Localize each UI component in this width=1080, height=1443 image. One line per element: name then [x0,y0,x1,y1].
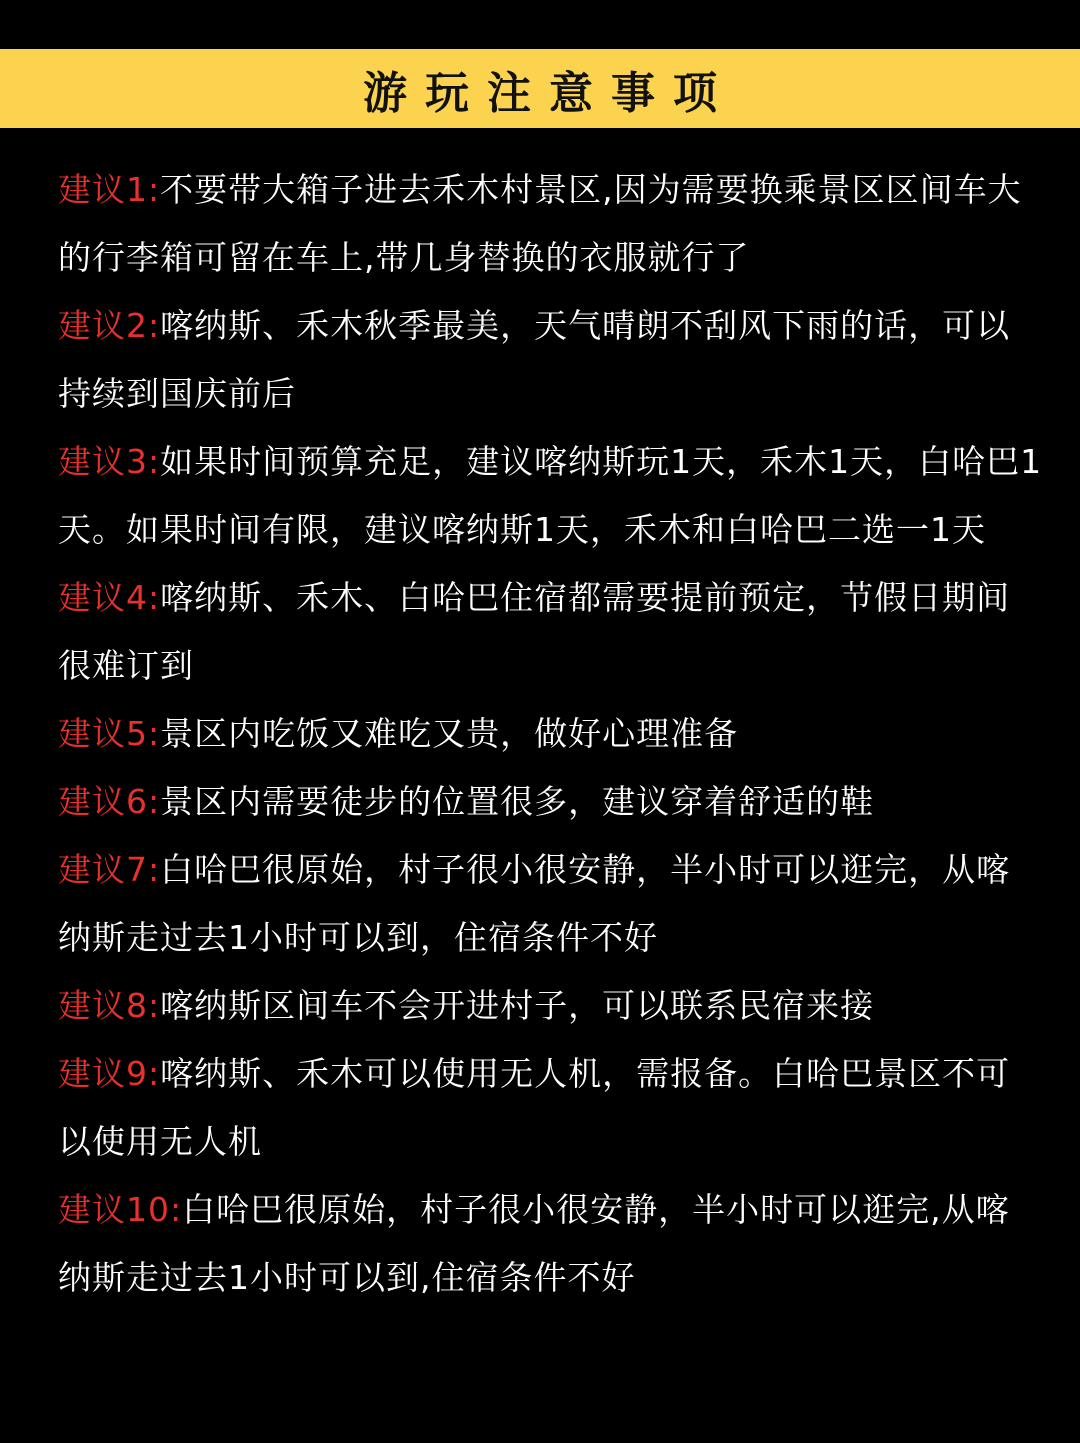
tip-item-4 [58,564,1043,700]
tip-text: 白哈巴很原始，村子很小很安静，半小时可以逛完，从喀纳斯走过去1小时可以到，住宿条件不好 [58,850,1011,957]
tip-text: 喀纳斯、禾木秋季最美，天气晴朗不刮风下雨的话，可以持续到国庆前后 [58,306,1011,413]
tips-list [58,156,1043,1312]
tip-item-2 [58,292,1043,428]
tip-item-8 [58,972,1043,1040]
tip-text: 白哈巴很原始，村子很小很安静，半小时可以逛完,从喀纳斯走过去1小时可以到,住宿条件不好 [58,1190,1010,1297]
title-banner [0,49,1080,128]
tip-item-3 [58,428,1043,564]
tip-text: 景区内需要徒步的位置很多，建议穿着舒适的鞋 [160,782,875,821]
tip-item-7 [58,836,1043,972]
tip-label: 建议8: [58,986,161,1025]
tip-text: 不要带大箱子进去禾木村景区,因为需要换乘景区区间车大的行李箱可留在车上,带几身替换的衣服就行了 [58,170,1022,277]
tip-label: 建议3: [58,442,161,481]
tip-label: 建议9: [58,1054,161,1093]
tip-label: 建议6: [58,782,161,821]
tip-item-1 [58,156,1043,292]
tip-label: 建议1: [58,170,161,209]
tip-text: 喀纳斯、禾木、白哈巴住宿都需要提前预定，节假日期间很难订到 [58,578,1011,685]
tip-item-10 [58,1176,1043,1312]
tip-label: 建议2: [58,306,161,345]
tip-label: 建议10: [58,1190,183,1229]
tip-item-5 [58,700,1043,768]
tip-text: 喀纳斯、禾木可以使用无人机，需报备。白哈巴景区不可以使用无人机 [58,1054,1011,1161]
tip-label: 建议4: [58,578,161,617]
page-title: 游玩注意事项 [363,67,735,119]
tip-label: 建议5: [58,714,161,753]
tip-text: 喀纳斯区间车不会开进村子，可以联系民宿来接 [160,986,875,1025]
tip-text: 如果时间预算充足，建议喀纳斯玩1天，禾木1天，白哈巴1天。如果时间有限，建议喀纳斯1天，禾木和白哈巴二选一1天 [58,442,1043,549]
tip-label: 建议7: [58,850,161,889]
tip-item-6 [58,768,1043,836]
tip-item-9 [58,1040,1043,1176]
tip-text: 景区内吃饭又难吃又贵，做好心理准备 [160,714,739,753]
